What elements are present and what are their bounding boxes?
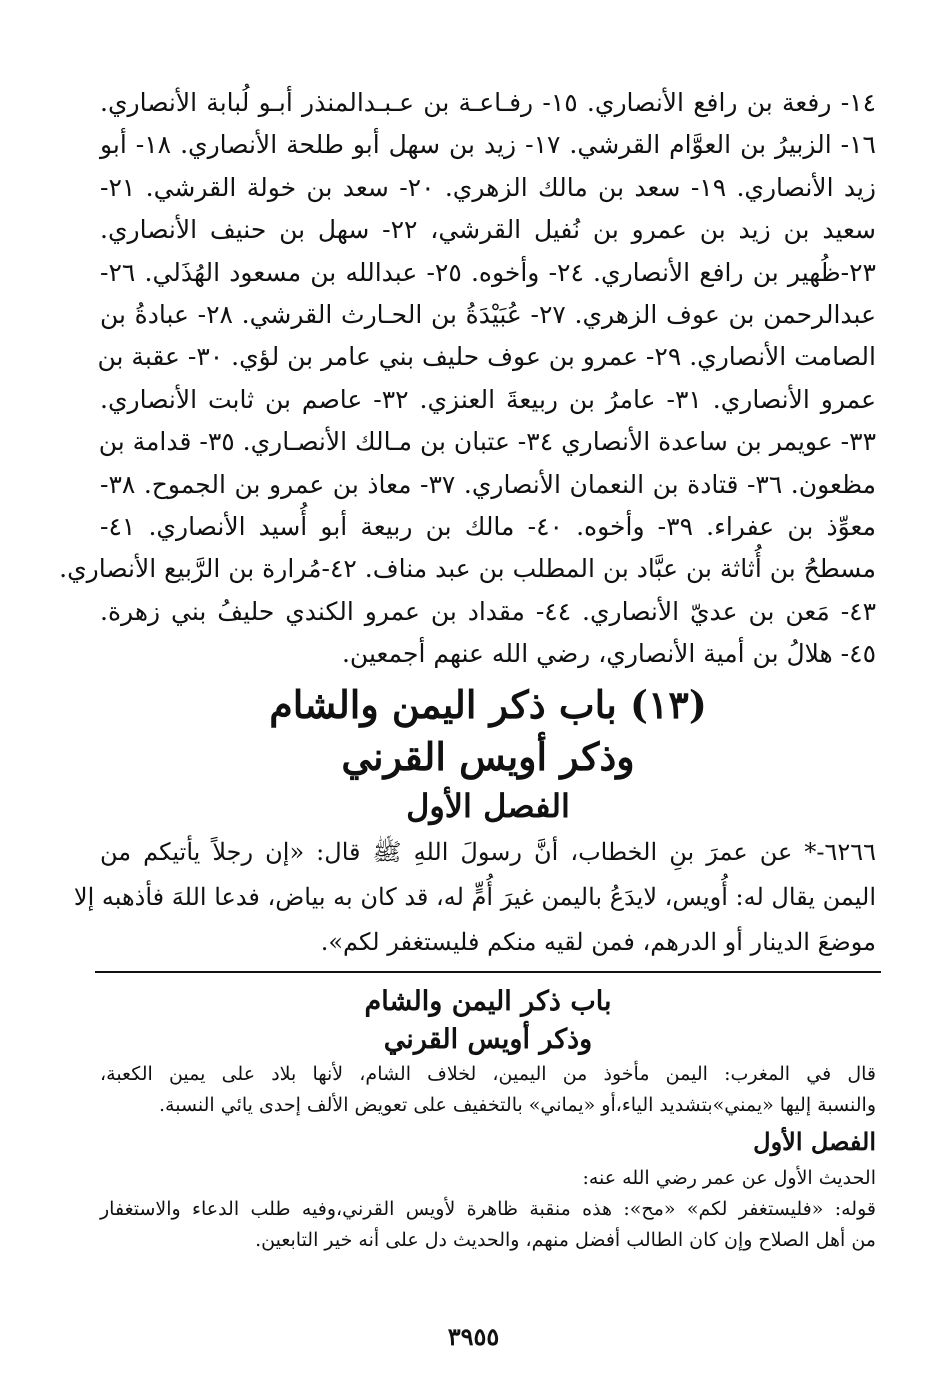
commentary-subtitle: وذكر أويس القرني [383,1023,593,1055]
text-line: ٢٣-ظُهير بن رافع الأنصاري. ٢٤- وأخوه. ٢٥- عبدالله بن مسعود الهُذَلي. ٢٦- [100,257,876,287]
text-line: ٣٣- عويمر بن ساعدة الأنصاري ٣٤- عتبان بن مـالك الأنصـاري. ٣٥- قدامة بن [98,427,876,457]
commentary-line: قوله: «فليستغفر لكم» «مح»: هذه منقبة ظاهرة لأويس القرني،وفيه طلب الدعاء والاستغفار [100,1197,876,1220]
chapter-title: (١٣) باب ذكر اليمن والشام [269,681,707,727]
commentary-title: باب ذكر اليمن والشام [364,985,612,1017]
text-line: الصامت الأنصاري. ٢٩- عمرو بن عوف حليف بني عامر بن لؤي. ٣٠- عقبة بن [97,342,876,372]
commentary-line: والنسبة إليها «يمني»بتشديد الياء،أو «يماني» بالتخفيف على تعويض الألف إحدى يائي النسبة. [159,1093,876,1116]
text-line: مسطحُ بن أُثاثة بن عبَّاد بن المطلب بن عبد مناف. ٤٢-مُرارة بن الرَّبيع الأنصاري. [59,554,876,584]
hadith-line: ٦٢٦٦-* عن عمرَ بنِ الخطاب، أنَّ رسولَ اللهِ ﷺ قال: «إن رجلاً يأتيكم من [100,837,876,866]
commentary-divider [95,971,881,973]
text-line: عبدالرحمن بن عوف الزهري. ٢٧- عُبَيْدَةُ بن الحـارث القرشي. ٢٨- عبادةُ بن [100,300,876,330]
text-line: سعيد بن زيد بن عمرو بن نُفيل القرشي، ٢٢- سهل بن حنيف الأنصاري. [100,215,876,245]
text-line: معوِّذ بن عفراء. ٣٩- وأخوه. ٤٠- مالك بن ربيعة أبو أُسيد الأنصاري. ٤١- [100,512,876,542]
commentary [100,983,876,1256]
section-title: الفصل الأول [406,786,570,825]
commentary-line: قال في المغرب: اليمن مأخوذ من اليمين، لخلاف الشام، لأنها بلاد على يمين الكعبة، [100,1062,876,1085]
text-line: عمرو الأنصاري. ٣١- عامرُ بن ربيعةَ العنزي. ٣٢- عاصم بن ثابت الأنصاري. [100,384,876,414]
hadith-line: اليمن يقال له: أُويس، لايدَعُ باليمن غيرَ أُمٍّ له، قد كان به بياض، فدعا اللهَ فأذهبه إلا [73,882,876,911]
companions-list [59,82,877,676]
text-line: ١٦- الزبيرُ بن العوَّام القرشي. ١٧- زيد بن سهل أبو طلحة الأنصاري. ١٨- أبو [100,130,876,160]
text-line: ١٤- رفعة بن رافع الأنصاري. ١٥- رفـاعـة بن عـبـدالمنذر أبـو لُبابة الأنصاري. [100,88,877,117]
text-line: ٤٥- هلالُ بن أمية الأنصاري، رضي الله عنهم أجمعين. [341,639,876,669]
commentary-line: من أهل الصلاح وإن كان الطالب أفضل منهم، والحديث دل على أنه خير التابعين. [255,1228,876,1251]
hadith-text [73,830,876,965]
page-number: ٣٩٥٥ [447,1322,500,1351]
hadith-line: موضعَ الدينار أو الدرهم، فمن لقيه منكم فليستغفر لكم». [320,927,876,956]
page-body [59,82,877,1256]
text-line: زيد الأنصاري. ١٩- سعد بن مالك الزهري. ٢٠- سعد بن خولة القرشي. ٢١- [100,172,876,202]
text-line: ٤٣- مَعن بن عديّ الأنصاري. ٤٤- مقداد بن عمرو الكندي حليفُ بني زهرة. [100,596,877,626]
commentary-subheading: الحديث الأول عن عمر رضي الله عنه: [582,1166,876,1189]
chapter-subtitle: وذكر أويس القرني [341,733,635,779]
text-line: مظعون. ٣٦- قتادة بن النعمان الأنصاري. ٣٧- معاذ بن عمرو بن الجموح. ٣٨- [100,469,876,499]
commentary-section-heading: الفصل الأول [753,1126,876,1156]
